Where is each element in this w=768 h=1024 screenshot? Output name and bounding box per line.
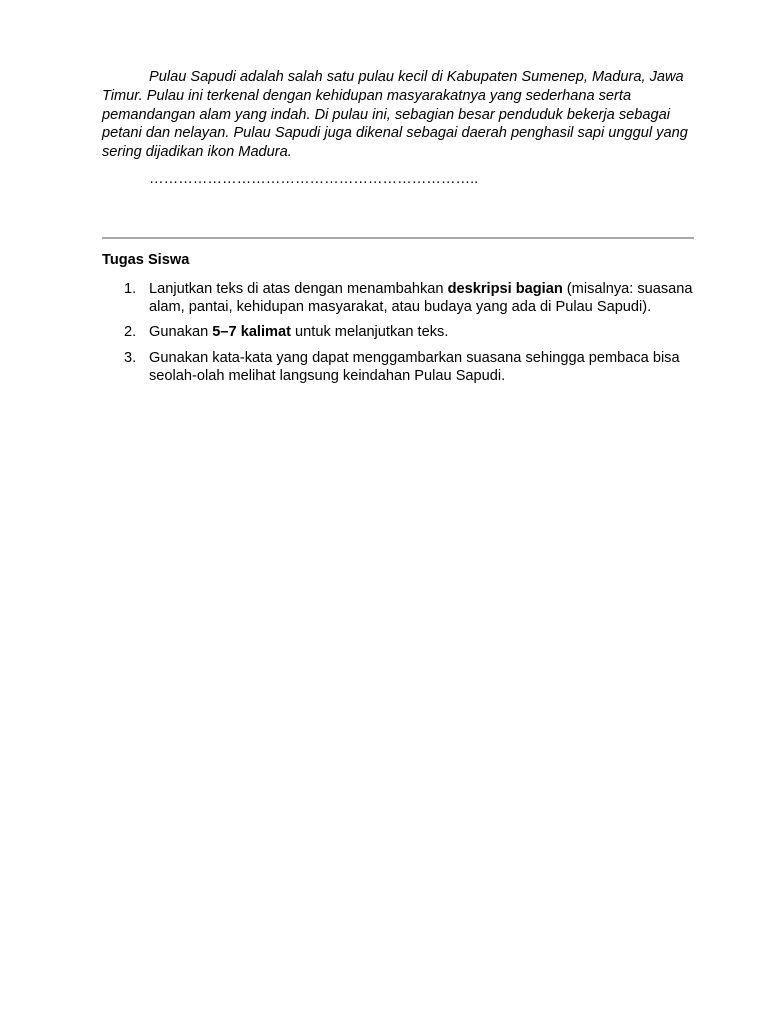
task-text-after: (misalnya: suasana alam, pantai, kehidupan masyarakat, atau budaya yang ada di Pulau Sapudi). <box>149 281 693 316</box>
section-divider <box>102 237 694 239</box>
task-number: 2. <box>124 324 137 341</box>
task-list <box>102 280 694 392</box>
task-text <box>149 350 680 384</box>
task-item-3 <box>102 349 694 385</box>
task-heading: Tugas Siswa <box>102 252 190 268</box>
task-text-bold: deskripsi bagian <box>447 281 563 297</box>
task-text-before: Gunakan kata-kata yang dapat menggambarkan suasana sehingga pembaca bisa seolah-olah melihat langsung keindahan Pulau Sapudi. <box>149 349 680 384</box>
task-text-bold: 5–7 kalimat <box>212 324 291 341</box>
task-text-before: Gunakan <box>149 324 213 341</box>
task-text-before: Lanjutkan teks di atas dengan menambahkan <box>149 281 448 297</box>
task-text <box>149 281 693 315</box>
task-item-1 <box>102 280 694 316</box>
intro-paragraph: Pulau Sapudi adalah salah satu pulau kecil di Kabupaten Sumenep, Madura, Jawa Timur. Pulau ini terkenal dengan kehidupan masyarakatnya yang sederhana serta pemandangan alam yang indah. Di pulau ini, sebagian besar penduduk bekerja sebagai petani dan nelayan. Pulau Sapudi juga dikenal sebagai daerah penghasil sapi unggul yang sering dijadikan ikon Madura. <box>102 69 688 161</box>
task-text-after: untuk melanjutkan teks. <box>291 324 449 341</box>
task-number: 3. <box>124 349 137 366</box>
continuation-dots: ………………………………………………………….. <box>149 171 479 187</box>
task-text <box>149 324 448 340</box>
task-item-2 <box>102 323 694 341</box>
task-number: 1. <box>124 281 137 297</box>
